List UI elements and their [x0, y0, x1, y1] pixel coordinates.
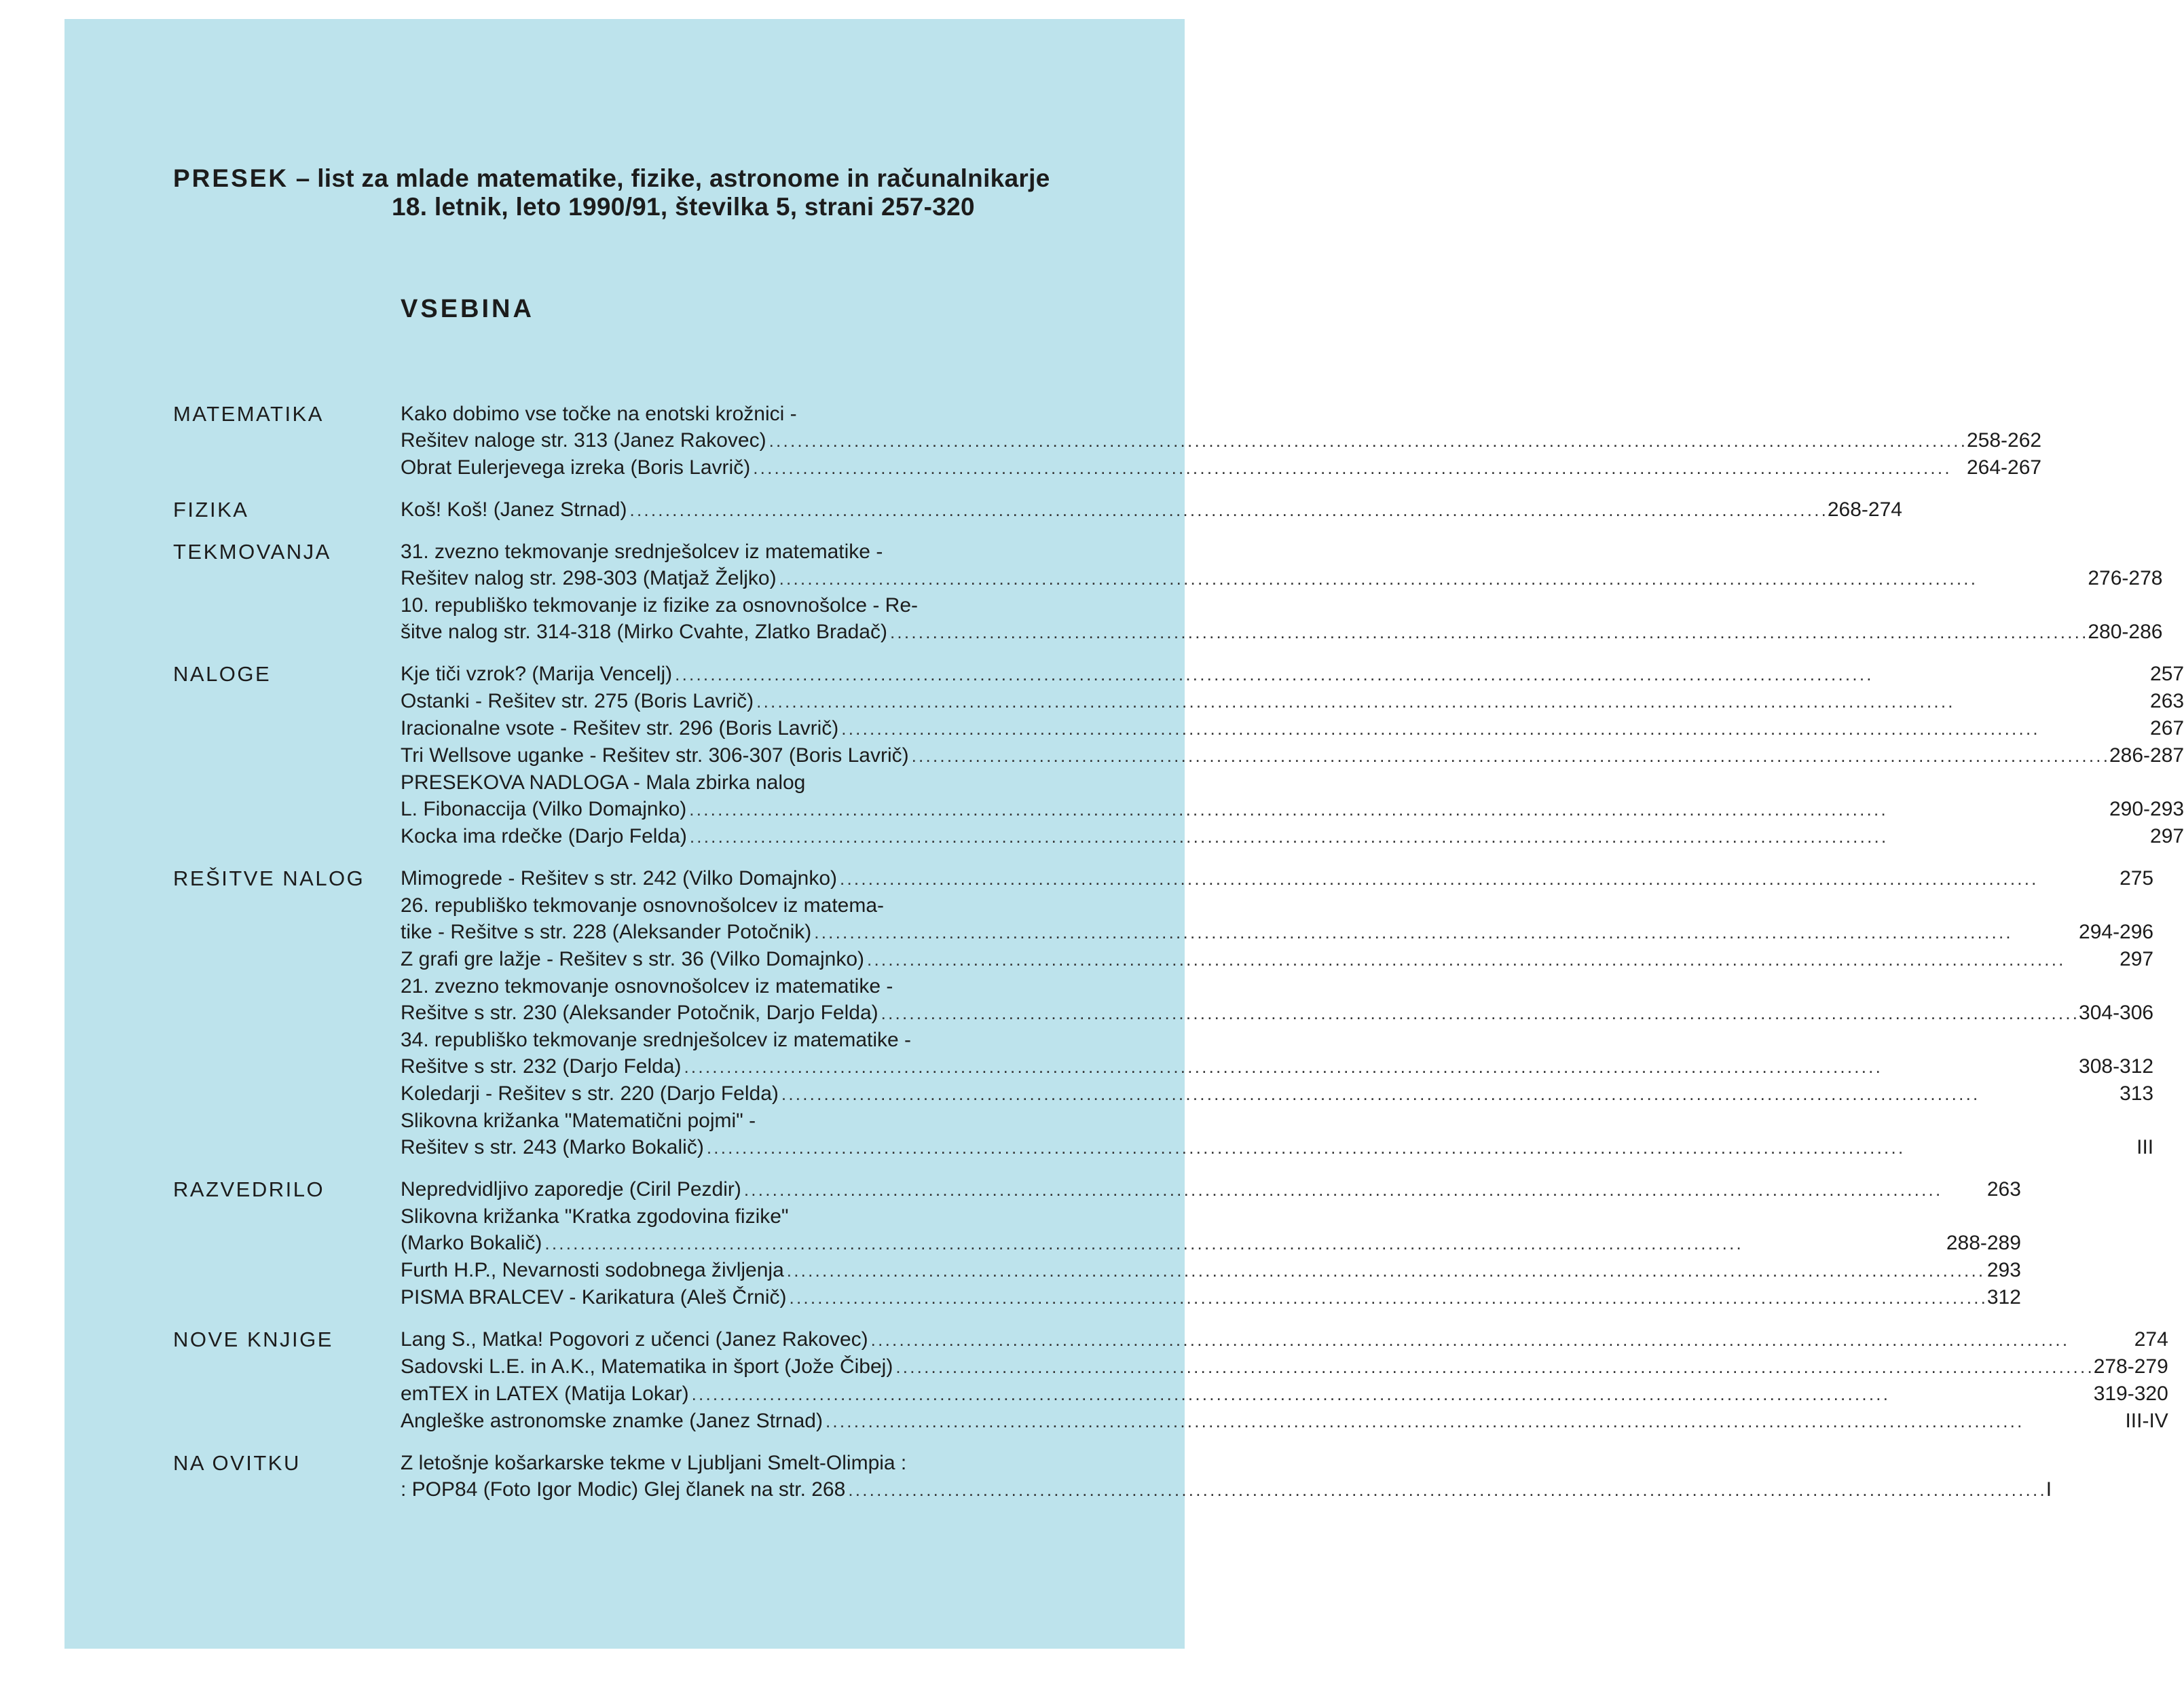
section-entries	[401, 1450, 2052, 1503]
toc-entry-line	[401, 1450, 2052, 1476]
entry-page-number: 276-278	[2088, 567, 2163, 589]
dot-leader	[675, 661, 2147, 688]
issue-info: 18. letnik, leto 1990/91, številka 5, strani 257-320	[392, 193, 975, 221]
toc-entry-line	[401, 454, 2041, 481]
toc-entry-line	[401, 401, 2041, 427]
entry-page-number: 297	[2120, 948, 2154, 970]
toc-entry-line	[401, 1476, 2052, 1503]
entry-text: emTEX in LATEX (Matija Lokar)	[401, 1383, 689, 1405]
entry-page-number: III-IV	[2125, 1410, 2168, 1432]
toc-entry-line	[401, 427, 2041, 454]
entry-text: Nepredvidljivo zaporedje (Ciril Pezdir)	[401, 1178, 741, 1201]
dot-leader	[753, 455, 1964, 481]
entry-page-number: 293	[1986, 1259, 2021, 1281]
dot-leader	[867, 947, 2117, 973]
toc-entry-line	[401, 565, 2162, 592]
entry-text: Kako dobimo vse točke na enotski krožnici -	[401, 403, 797, 425]
dot-leader	[912, 743, 2107, 769]
table-of-contents	[173, 401, 2184, 1503]
section-label: RAZVEDRILO	[173, 1177, 325, 1201]
section-entries	[401, 496, 1902, 524]
contents-heading: VSEBINA	[401, 295, 534, 323]
toc-section	[173, 401, 2042, 481]
toc-entry-line	[401, 1380, 2168, 1408]
dot-leader	[790, 1285, 1984, 1311]
entry-text: Mimogrede - Rešitev s str. 242 (Vilko Domajnko)	[401, 867, 838, 890]
entry-text: Koš! Koš! (Janez Strnad)	[401, 498, 627, 521]
entry-text: Slikovna križanka "Matematični pojmi" -	[401, 1110, 756, 1132]
entry-text: Angleške astronomske znamke (Janez Strnad)	[401, 1410, 823, 1432]
entry-page-number: 308-312	[2079, 1055, 2154, 1078]
toc-entry-line	[401, 715, 2184, 742]
section-entries	[401, 538, 2162, 646]
section-entries	[401, 865, 2153, 1161]
entry-text: Z grafi gre lažje - Rešitev s str. 36 (Vilko Domajnko)	[401, 948, 865, 970]
toc-entry-line	[401, 742, 2184, 769]
entry-page-number: III	[2136, 1136, 2154, 1158]
dot-leader	[630, 497, 1825, 524]
section-entries	[401, 1326, 2168, 1435]
entry-text: : POP84 (Foto Igor Modic) Glej članek na str. 268	[401, 1478, 846, 1501]
entry-page-number: 278-279	[2093, 1355, 2168, 1378]
entry-text: Rešitve s str. 230 (Aleksander Potočnik, Darjo Felda)	[401, 1002, 878, 1024]
entry-text: Kocka ima rdečke (Darjo Felda)	[401, 825, 687, 847]
entry-page-number: 263	[2150, 690, 2184, 712]
toc-section	[173, 865, 2154, 1161]
entry-text: Koledarji - Rešitev s str. 220 (Darjo Felda)	[401, 1082, 779, 1105]
entry-text: Z letošnje košarkarske tekme v Ljubljani Smelt-Olimpia :	[401, 1452, 907, 1474]
section-entries	[401, 1176, 2021, 1311]
toc-entry-line	[401, 1053, 2153, 1080]
entry-text: 10. republiško tekmovanje iz fizike za osnovnošolce - Re-	[401, 594, 919, 617]
dot-leader	[692, 1381, 2091, 1408]
dot-leader	[690, 824, 2147, 850]
entry-text: 21. zvezno tekmovanje osnovnošolcev iz matematike -	[401, 975, 893, 997]
entry-text: PRESEKOVA NADLOGA - Mala zbirka nalog	[401, 771, 806, 794]
entry-page-number: 280-286	[2088, 621, 2163, 643]
toc-section	[173, 1326, 2168, 1435]
toc-entry-line	[401, 1108, 2153, 1134]
entry-text: Ostanki - Rešitev str. 275 (Boris Lavrič)	[401, 690, 754, 712]
section-entries	[401, 401, 2041, 481]
dot-leader	[890, 619, 2085, 646]
toc-section	[173, 1450, 2052, 1503]
toc-entry-line	[401, 1203, 2021, 1230]
section-label: NA OVITKU	[173, 1451, 301, 1475]
entry-page-number: 257	[2150, 663, 2184, 685]
toc-entry-line	[401, 946, 2153, 973]
toc-entry-line	[401, 1027, 2153, 1053]
toc-entry-line	[401, 865, 2153, 892]
toc-entry-line	[401, 796, 2184, 823]
dot-leader	[871, 1327, 2132, 1353]
entry-page-number: 312	[1986, 1286, 2021, 1308]
entry-text: (Marko Bokalič)	[401, 1232, 542, 1254]
toc-entry-line	[401, 496, 1902, 524]
entry-text: 26. republiško tekmovanje osnovnošolcev iz matema-	[401, 894, 885, 917]
dot-leader	[814, 919, 2076, 946]
entry-text: Rešitev nalog str. 298-303 (Matjaž Željko)	[401, 567, 777, 589]
toc-entry-line	[401, 769, 2184, 796]
entry-page-number: 297	[2150, 825, 2184, 847]
toc-entry-line	[401, 1000, 2153, 1027]
toc-section	[173, 661, 2184, 850]
entry-text: Furth H.P., Nevarnosti sodobnega življenja	[401, 1259, 784, 1281]
entry-text: Slikovna križanka "Kratka zgodovina fizike"	[401, 1205, 789, 1228]
dot-leader	[881, 1000, 2076, 1027]
toc-entry-line	[401, 973, 2153, 1000]
toc-section	[173, 496, 1902, 524]
journal-brand: PRESEK	[173, 164, 289, 192]
toc-entry-line	[401, 1080, 2153, 1108]
toc-entry-line	[401, 661, 2184, 688]
toc-entry-line	[401, 1230, 2021, 1257]
entry-text: Kje tiči vzrok? (Marija Vencelj)	[401, 663, 673, 685]
toc-entry-line	[401, 619, 2162, 646]
entry-text: tike - Rešitve s str. 228 (Aleksander Potočnik)	[401, 921, 812, 943]
entry-page-number: 319-320	[2093, 1383, 2168, 1405]
masthead	[173, 164, 1083, 221]
dot-leader	[841, 716, 2147, 742]
toc-entry-line	[401, 688, 2184, 715]
entry-text: PISMA BRALCEV - Karikatura (Aleš Črnič)	[401, 1286, 787, 1308]
dot-leader	[848, 1477, 2043, 1503]
entry-text: Lang S., Matka! Pogovori z učenci (Janez Rakovec)	[401, 1328, 868, 1351]
dot-leader	[895, 1354, 2090, 1380]
entry-page-number: 267	[2150, 717, 2184, 739]
entry-text: Rešitev naloge str. 313 (Janez Rakovec)	[401, 429, 766, 452]
toc-entry-line	[401, 1353, 2168, 1380]
toc-entry-line	[401, 1408, 2168, 1435]
entry-page-number: 264-267	[1966, 456, 2042, 479]
section-label: NOVE KNJIGE	[173, 1328, 333, 1351]
dot-leader	[689, 797, 2107, 823]
dot-leader	[779, 566, 2086, 592]
section-entries	[401, 661, 2184, 850]
toc-entry-line	[401, 1257, 2021, 1284]
dot-leader	[781, 1081, 2117, 1108]
entry-page-number: 313	[2120, 1082, 2154, 1105]
entry-page-number: 288-289	[1946, 1232, 2021, 1254]
journal-subtitle: – list za mlade matematike, fizike, astronome in računalnikarje	[289, 164, 1050, 192]
toc-entry-line	[401, 592, 2162, 619]
entry-text: Iracionalne vsote - Rešitev str. 296 (Boris Lavrič)	[401, 717, 839, 739]
entry-text: Tri Wellsove uganke - Rešitev str. 306-307 (Boris Lavrič)	[401, 744, 909, 767]
entry-text: Sadovski L.E. in A.K., Matematika in šport (Jože Čibej)	[401, 1355, 893, 1378]
entry-page-number: 258-262	[1966, 429, 2042, 452]
dot-leader	[707, 1135, 2134, 1161]
toc-entry-line	[401, 823, 2184, 850]
toc-entry-line	[401, 1326, 2168, 1353]
toc-entry-line	[401, 892, 2153, 919]
entry-page-number: 275	[2120, 867, 2154, 890]
entry-text: 34. republiško tekmovanje srednješolcev iz matematike -	[401, 1029, 912, 1051]
dot-leader	[756, 689, 2147, 715]
toc-section	[173, 538, 2163, 646]
entry-page-number: 290-293	[2109, 798, 2184, 820]
toc-entry-line	[401, 1134, 2153, 1161]
toc-entry-line	[401, 1284, 2021, 1311]
entry-page-number: 268-274	[1827, 498, 1902, 521]
entry-page-number: I	[2046, 1478, 2052, 1501]
toc-entry-line	[401, 1176, 2021, 1203]
entry-page-number: 286-287	[2109, 744, 2184, 767]
dot-leader	[840, 866, 2117, 892]
entry-text: L. Fibonaccija (Vilko Domajnko)	[401, 798, 687, 820]
dot-leader	[826, 1408, 2122, 1435]
toc-entry-line	[401, 919, 2153, 946]
section-label: NALOGE	[173, 662, 272, 686]
dot-leader	[744, 1177, 1984, 1203]
entry-page-number: 304-306	[2079, 1002, 2154, 1024]
section-label: TEKMOVANJA	[173, 540, 331, 564]
entry-text: Rešitve s str. 232 (Darjo Felda)	[401, 1055, 682, 1078]
section-label: FIZIKA	[173, 498, 249, 521]
dot-leader	[544, 1230, 1943, 1257]
dot-leader	[769, 428, 1964, 454]
entry-page-number: 274	[2134, 1328, 2168, 1351]
journal-title	[173, 164, 1083, 193]
dot-leader	[684, 1054, 2076, 1080]
section-label: REŠITVE NALOG	[173, 866, 365, 890]
entry-text: 31. zvezno tekmovanje srednješolcev iz matematike -	[401, 541, 883, 563]
entry-text: šitve nalog str. 314-318 (Mirko Cvahte, Zlatko Bradač)	[401, 621, 887, 643]
toc-entry-line	[401, 538, 2162, 565]
entry-text: Obrat Eulerjevega izreka (Boris Lavrič)	[401, 456, 751, 479]
entry-text: Rešitev s str. 243 (Marko Bokalič)	[401, 1136, 704, 1158]
toc-section	[173, 1176, 2021, 1311]
entry-page-number: 263	[1986, 1178, 2021, 1201]
entry-page-number: 294-296	[2079, 921, 2154, 943]
section-label: MATEMATIKA	[173, 402, 324, 426]
dot-leader	[787, 1258, 1984, 1284]
